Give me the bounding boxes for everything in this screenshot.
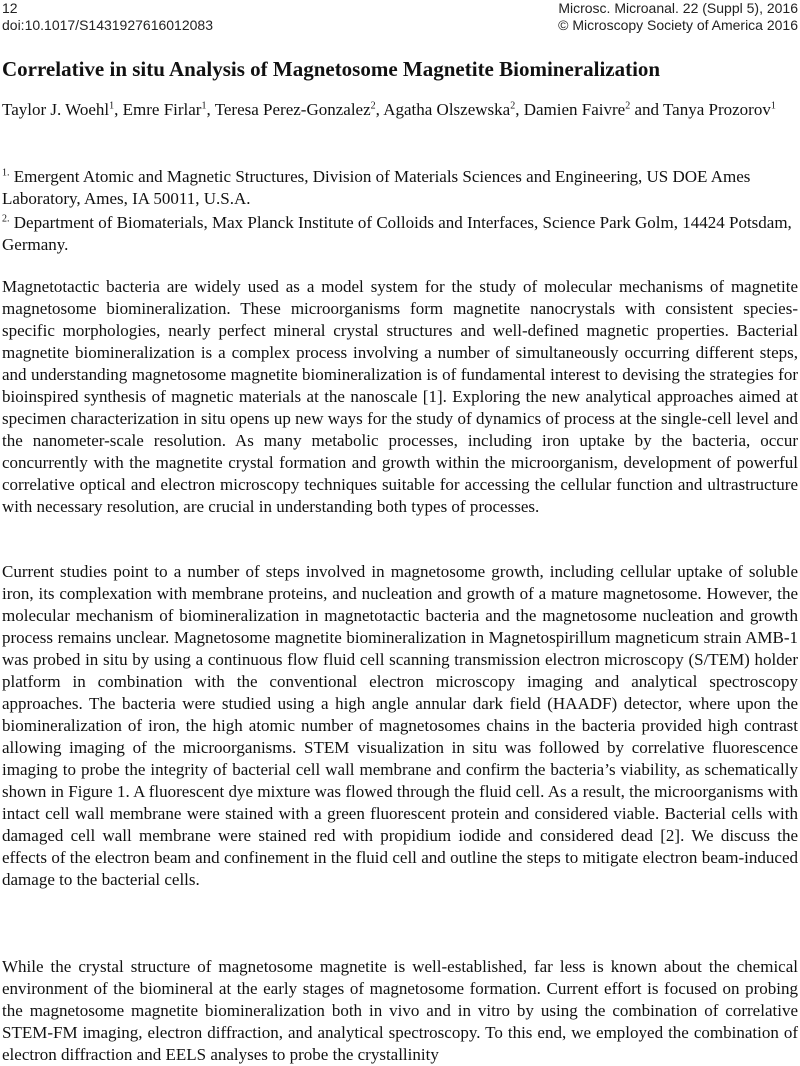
author: Emre Firlar$^1$, <box>122 100 215 119</box>
body-paragraph: While the crystal structure of magnetosome magnetite is well-established, far less is known about the chemical environment of the biomineral at the early stages of magnetosome formation. Current effort is focused on probing the magnetosome magnetite biomineralization both in vivo and in vitro by using the combination of correlative STEM-FM imaging, electron diffraction, and analytical spectroscopy. To this end, we employed the combination of electron diffraction and EELS analyses to probe the crystallinity <box>2 957 798 1064</box>
author: Taylor J. Woehl$^1$, <box>2 100 123 119</box>
author: Tanya Prozorov$^1$ <box>662 100 776 119</box>
doi-link[interactable]: doi:10.1017/S1431927616012083 <box>2 17 213 33</box>
author: Damien Faivre$^2$ and <box>523 100 663 119</box>
paper-title: Correlative in situ Analysis of Magnetosome Magnetite Biomineralization <box>2 57 661 81</box>
affiliation-list <box>2 166 798 258</box>
author: Teresa Perez-Gonzalez$^2$, <box>214 100 384 119</box>
journal-citation: Microsc. Microanal. 22 (Suppl 5), 2016 <box>558 0 798 16</box>
copyright-notice: © Microscopy Society of America 2016 <box>558 17 798 33</box>
author-list <box>2 99 798 121</box>
page-number: 12 <box>2 0 18 16</box>
author: Agatha Olszewska$^2$, <box>383 100 524 119</box>
body-paragraph: Current studies point to a number of steps involved in magnetosome growth, including cellular uptake of soluble iron, its complexation with membrane proteins, and nucleation and growth of a mature magnetosome. However, the molecular mechanism of biomineralization in magnetotactic bacteria and the magnetosome nucleation and growth process remains unclear. Magnetosome magnetite biomineralization in Magnetospirillum magneticum strain AMB-1 was probed in situ by using a continuous flow fluid cell scanning transmission electron microscopy (S/TEM) holder platform in combination with the conventional electron microscopy imaging and analytical spectroscopy approaches. The bacteria were studied using a high angle annular dark field (HAADF) detector, where upon the biomineralization of iron, the high atomic number of magnetosomes chains in the bacteria provided high contrast allowing imaging of the microorganisms. STEM visualization in situ was followed by correlative fluorescence imaging to probe the integrity of bacterial cell wall membrane and confirm the bacteria’s viability, as schematically shown in Figure 1. A fluorescent dye mixture was flowed through the fluid cell. As a result, the microorganisms with intact cell wall membrane were stained with a green fluorescent protein and considered viable. Bacterial cells with damaged cell wall membrane were stained red with propidium iodide and considered dead [2]. We discuss the effects of the electron beam and confinement in the fluid cell and outline the steps to mitigate electron beam-induced damage to the bacterial cells. <box>2 562 798 889</box>
affiliation: $^{2.}$ Department of Biomaterials, Max Planck Institute of Colloids and Interfaces, Science Park Golm, 14424 Potsdam, Germany. <box>2 213 792 254</box>
affiliation: $^{1.}$ Emergent Atomic and Magnetic Structures, Division of Materials Sciences and Engineering, US DOE Ames Laboratory, Ames, IA 50011, U.S.A. <box>2 167 751 208</box>
body-paragraph: Magnetotactic bacteria are widely used as a model system for the study of molecular mechanisms of magnetite magnetosome biomineralization. These microorganisms form magnetite nanocrystals with consistent species-specific morphologies, nearly perfect mineral crystal structures and well-defined magnetic properties. Bacterial magnetite biomineralization is a complex process involving a number of simultaneously occurring different steps, and understanding magnetosome magnetite biomineralization is of fundamental interest to devising the strategies for bioinspired synthesis of magnetic materials at the nanoscale [1]. Exploring the new analytical approaches aimed at specimen characterization in situ opens up new ways for the study of dynamics of process at the single-cell level and the nanometer-scale resolution. As many metabolic processes, including iron uptake by the bacteria, occur concurrently with the magnetite crystal formation and growth within the microorganism, development of powerful correlative optical and electron microscopy techniques suitable for accessing the cellular function and ultrastructure with necessary resolution, are crucial in understanding both types of processes. <box>2 277 798 516</box>
